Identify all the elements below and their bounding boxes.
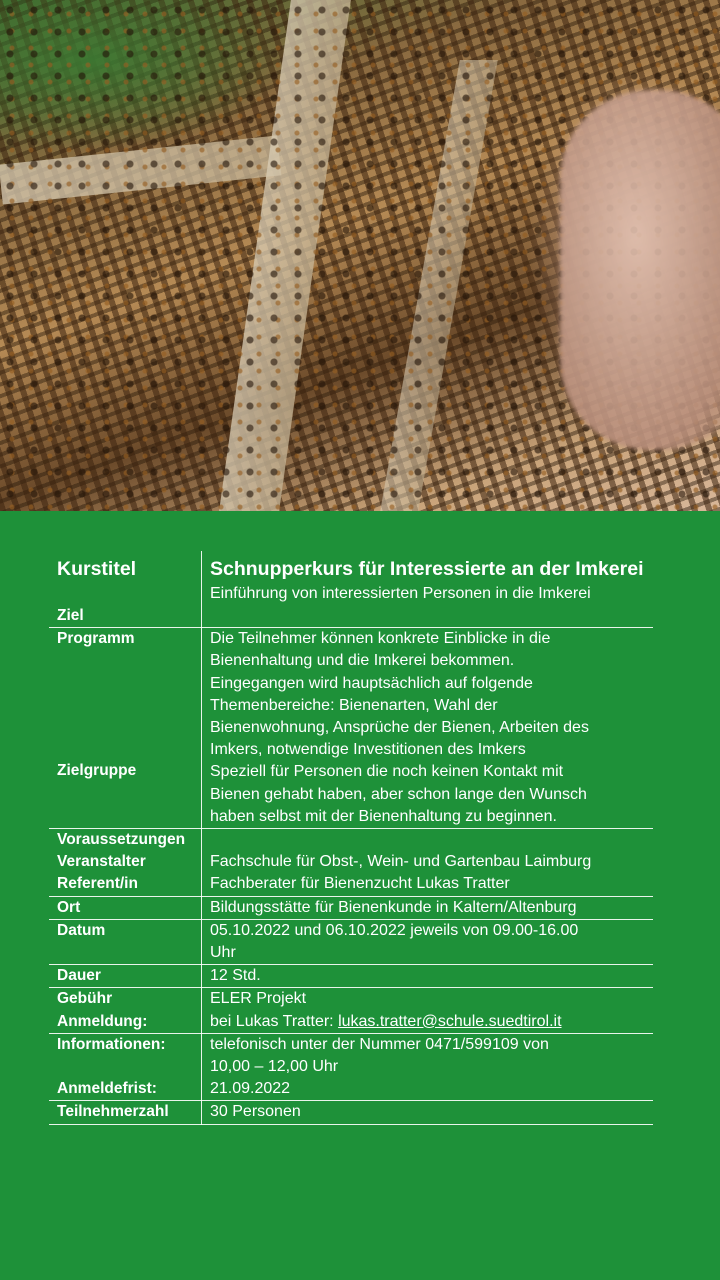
label-anmeldung: Anmeldung: <box>57 1012 148 1030</box>
label-datum: Datum <box>49 919 202 964</box>
label-anmeldefrist: Anmeldefrist: <box>57 1080 157 1098</box>
row-gebuehr <box>49 988 653 1033</box>
course-title: Schnupperkurs für Interessierte an der Imkerei <box>210 558 644 580</box>
value-datum-line: 05.10.2022 und 06.10.2022 jeweils von 09.00-16.00 <box>210 921 579 939</box>
label-referent: Referent/in <box>57 875 138 893</box>
value-ziel: Einführung von interessierten Personen in die Imkerei <box>210 585 591 602</box>
value-zielgruppe-line: Speziell für Personen die noch keinen Kontakt mit <box>210 763 564 781</box>
course-info-table <box>49 551 653 1125</box>
value-programm-line: Bienenwohnung, Ansprüche der Bienen, Arbeiten des <box>210 719 589 737</box>
row-voraussetzungen <box>49 829 653 897</box>
row-kurstitel <box>49 551 653 628</box>
row-ort <box>49 896 653 919</box>
row-programm <box>49 628 653 829</box>
value-anmeldung-prefix: bei Lukas Tratter: <box>210 1012 339 1030</box>
value-informationen-line: telefonisch unter der Nummer 0471/599109 von <box>210 1035 549 1053</box>
label-ort: Ort <box>49 896 202 919</box>
label-dauer: Dauer <box>49 965 202 988</box>
label-programm: Programm <box>57 630 135 648</box>
value-zielgruppe-line: Bienen gehabt haben, aber schon lange den Wunsch <box>210 785 587 803</box>
value-programm-line: Die Teilnehmer können konkrete Einblicke in die <box>210 630 551 648</box>
value-zielgruppe-line: haben selbst mit der Bienenhaltung zu beginnen. <box>210 807 557 825</box>
label-zielgruppe: Zielgruppe <box>57 762 137 780</box>
value-dauer: 12 Std. <box>202 965 654 988</box>
value-gebuehr: ELER Projekt <box>210 990 307 1008</box>
hero-photo-bees-on-honeycomb <box>0 0 720 511</box>
value-ort: Bildungsstätte für Bienenkunde in Kaltern/Altenburg <box>202 896 654 919</box>
label-gebuehr: Gebühr <box>57 990 113 1008</box>
row-informationen <box>49 1033 653 1101</box>
value-referent: Fachberater für Bienenzucht Lukas Tratter <box>210 875 510 893</box>
value-programm-line: Bienenhaltung und die Imkerei bekommen. <box>210 652 515 670</box>
row-dauer <box>49 965 653 988</box>
value-veranstalter: Fachschule für Obst-, Wein- und Gartenbau Laimburg <box>210 853 592 871</box>
label-veranstalter: Veranstalter <box>57 853 146 871</box>
email-link[interactable]: lukas.tratter@schule.suedtirol.it <box>338 1012 562 1030</box>
label-teilnehmerzahl: Teilnehmerzahl <box>49 1101 202 1124</box>
value-programm-line: Eingegangen wird hauptsächlich auf folgende <box>210 674 533 692</box>
value-anmeldefrist: 21.09.2022 <box>210 1080 291 1098</box>
value-programm-line: Imkers, notwendige Investitionen des Imkers <box>210 741 526 759</box>
row-datum <box>49 919 653 964</box>
value-programm-line: Themenbereiche: Bienenarten, Wahl der <box>210 696 498 714</box>
label-informationen: Informationen: <box>57 1035 166 1053</box>
value-datum-line: Uhr <box>210 944 236 962</box>
value-informationen-line: 10,00 – 12,00 Uhr <box>210 1058 339 1076</box>
label-voraussetzungen: Voraussetzungen <box>57 831 186 849</box>
value-teilnehmerzahl: 30 Personen <box>202 1101 654 1124</box>
label-ziel: Ziel <box>57 607 84 624</box>
label-kurstitel: Kurstitel <box>57 558 137 580</box>
row-teilnehmerzahl <box>49 1101 653 1124</box>
